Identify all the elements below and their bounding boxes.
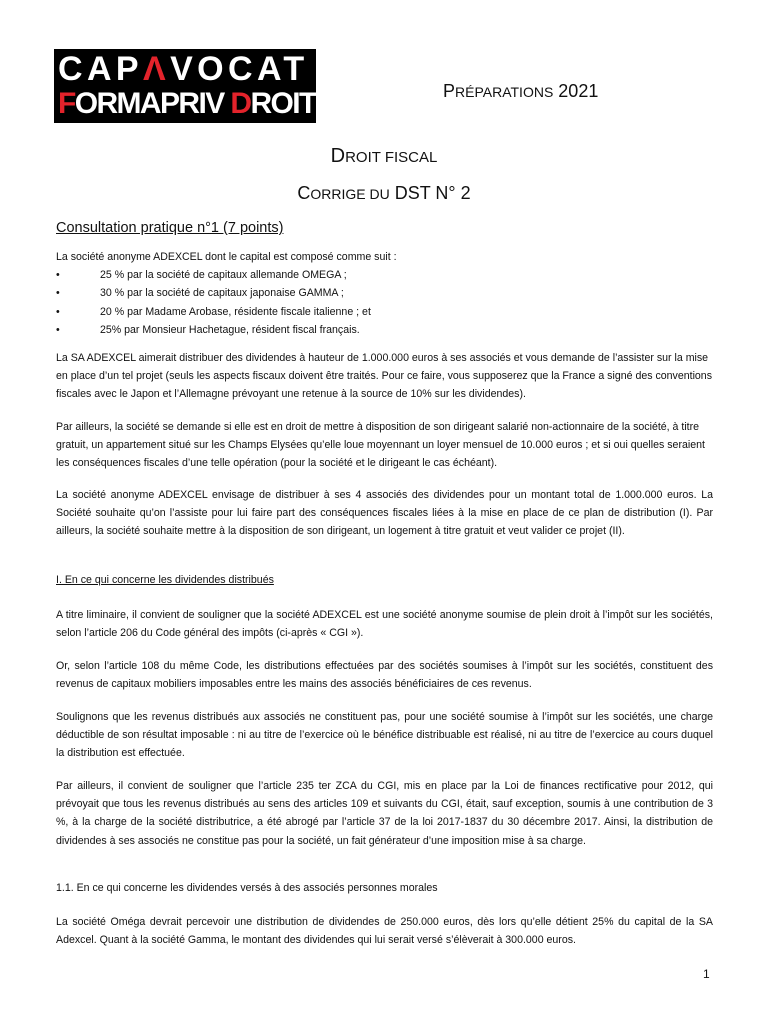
consultation-heading: Consultation pratique n°1 (7 points) xyxy=(56,220,284,236)
paragraph-article-235: Par ailleurs, il convient de souligner que l’article 235 ter ZCA du CGI, mis en place par la Loi de finances rectificative pour 2012, qui prévoyait que tous les revenus distribués au sens des articles 109 et suivants du CGI, était, sauf exception, soumis à une contribution de 3 %, à la charge de la société distributrice, a été abrogé par l’article 37 de la loi 2017-1837 du 30 décembre 2017. Ainsi, la distribution de dividendes à ses associés ne constitue pas pour la société, un fait générateur d’une imposition mise à sa charge. xyxy=(56,780,713,847)
shareholder-intro: La société anonyme ADEXCEL dont le capital est composé comme suit : xyxy=(56,251,397,263)
preparations-label: PRÉPARATIONS 2021 xyxy=(443,81,599,101)
bullet-icon: • xyxy=(56,287,60,300)
page-number: 1 xyxy=(703,967,710,981)
paragraph-non-deductible: Soulignons que les revenus distribués aux associés ne constituent pas, pour une société soumise à l’impôt sur les sociétés, une charge déductible de son résultat imposable : ni au titre de l’exercice où le bénéfice distribuable est réalisé, ni au titre de l’exercice au cours duquel la distribution est effectuée. xyxy=(56,711,713,760)
paragraph-liminaire: A titre liminaire, il convient de souligner que la société ADEXCEL est une société anonyme soumise de plein droit à l’impôt sur les sociétés, selon l’article 206 du Code général des impôts (ci-après « CGI »). xyxy=(56,609,713,640)
bullet-icon: • xyxy=(56,305,60,318)
shareholder-list xyxy=(56,248,713,339)
list-item: • 25 % par la société de capitaux allemande OMEGA ; xyxy=(56,266,713,284)
paragraph-summary: La société anonyme ADEXCEL envisage de distribuer à ses 4 associés des dividendes pour un montant total de 1.000.000 euros. La Société souhaite qu’on l’assiste pour lui faire part des conséquences fiscales liées à la mise en place de ce plan de distribution (I). Par ailleurs, la société souhaite mettre à la disposition de son dirigeant, un logement à titre gratuit et veut valider ce projet (II). xyxy=(56,489,713,538)
paragraph-article-108: Or, selon l’article 108 du même Code, les distributions effectuées par des sociétés soumises à l’impôt sur les sociétés, constituent des revenus de capitaux mobiliers imposables entre les mains des associés bénéficiaires de ces revenus. xyxy=(56,660,713,691)
paragraph-housing-question: Par ailleurs, la société se demande si elle est en droit de mettre à disposition de son dirigeant salarié non-actionnaire de la société, à titre gratuit, un appartement situé sur les Champs Elysées qu’elle loue moyennant un loyer mensuel de 10.000 euros ; et si oui quelles seraient les conséquences fiscales d’une telle opération (pour la société et le dirigeant le cas échéant). xyxy=(56,421,705,470)
bullet-icon: • xyxy=(56,269,60,282)
logo-line-formapriv: FORMAPRIV DROIT xyxy=(58,87,316,120)
section-heading-dividends: I. En ce qui concerne les dividendes distribués xyxy=(56,574,274,586)
capavocat-logo xyxy=(54,49,316,123)
section-heading-legal-persons: 1.1. En ce qui concerne les dividendes versés à des associés personnes morales xyxy=(56,882,438,894)
paragraph-request: La SA ADEXCEL aimerait distribuer des dividendes à hauteur de 1.000.000 euros à ses associés et vous demande de l’assister sur la mise en place d’un tel projet (seuls les aspects fiscaux doivent être traités. Pour ce faire, vous supposerez que la France a signé des conventions fiscales avec le Japon et l’Allemagne prévoyant une retenue à la source de 10% sur les dividendes). xyxy=(56,352,713,401)
list-item: • 25% par Monsieur Hachetague, résident fiscal français. xyxy=(56,321,713,339)
paragraph-omega-gamma: La société Oméga devrait percevoir une distribution de dividendes de 250.000 euros, dès lors qu’elle détient 25% du capital de la SA Adexcel. Quant à la société Gamma, le montant des dividendes qui lui serait versé s’élèverait à 300.000 euros. xyxy=(56,916,713,947)
document-title: DROIT FISCAL xyxy=(330,145,438,167)
document-subtitle: CORRIGE DU DST N° 2 xyxy=(297,183,471,203)
list-item: • 30 % par la société de capitaux japonaise GAMMA ; xyxy=(56,284,713,302)
logo-line-capavocat: CAPΛVOCAT xyxy=(58,50,309,88)
list-item: • 20 % par Madame Arobase, résidente fiscale italienne ; et xyxy=(56,303,713,321)
bullet-icon: • xyxy=(56,323,60,336)
